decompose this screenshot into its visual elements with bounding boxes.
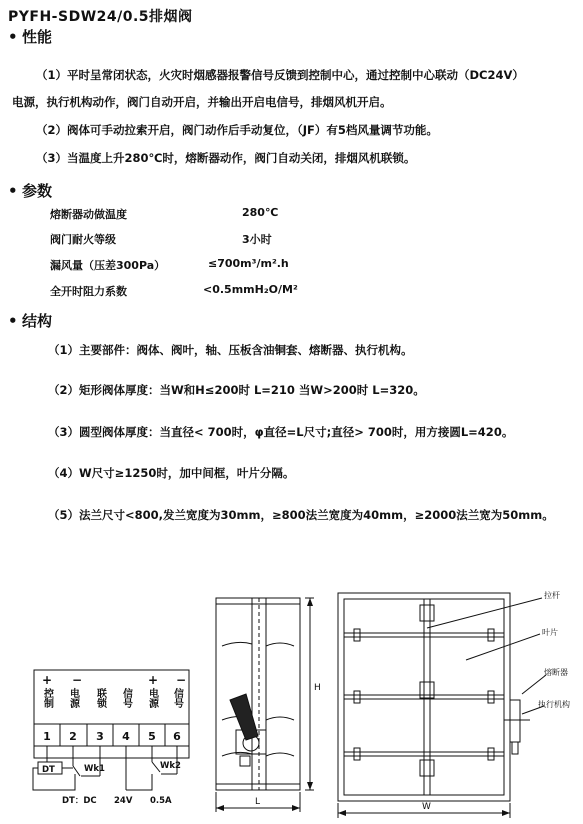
wk1-label: Wk1 [84,764,105,774]
blade-curve [266,717,294,720]
callout-label: 叶片 [542,628,558,637]
sign-plus: + [148,673,159,687]
section-heading-text: 结构 [22,312,53,330]
terminal-label: 电源 [67,688,79,708]
terminal-number: 1 [43,730,51,743]
structure-line-2: （2）矩形阀体厚度：当W和H≤200时 L=210 当W>200时 L=320。 [48,383,425,397]
terminal-number: 6 [173,730,181,743]
dim-label-l: L [255,797,261,807]
param-label: 阀门耐火等级 [50,233,116,246]
rod-clip [420,760,434,776]
blade-bracket [488,748,494,760]
terminal-number: 3 [96,730,104,743]
front-view-drawing [338,593,546,818]
actuator-mechanism [510,700,520,742]
callout-label: 执行机构 [538,700,570,709]
rod-clip [420,605,434,621]
structure-line-3: （3）圆型阀体厚度：当直径< 700时，φ直径=L尺寸;直径> 700时，用方接圆L=420。 [48,425,514,439]
terminal-labels [42,687,184,709]
dimension-arrowheads [216,598,510,816]
param-value: 280℃ [242,206,279,219]
terminal-numbers [43,730,181,743]
param-value: 3小时 [242,233,272,246]
terminal-label: 信号 [120,688,132,708]
dim-label-w: W [422,802,431,812]
terminal-label: 信号 [171,688,183,708]
dim-label-h: H [314,683,321,693]
section-heading-text: 参数 [22,182,53,200]
terminal-number: 2 [69,730,77,743]
blade-bracket [354,629,360,641]
structure-line-1: （1）主要部件：阀体、阀叶，轴、压板含油铜套、熔断器、执行机构。 [48,343,413,357]
section-heading-text: 性能 [22,28,53,46]
rod-clip [420,682,434,698]
blade-curve [266,753,294,756]
fuse-holder [512,742,518,754]
param-label: 全开时阻力系数 [50,285,127,298]
blade-curve [266,643,294,646]
switch-wk1 [73,766,80,776]
param-value: ≤700m³/m².h [208,257,289,270]
performance-line-3: （2）阀体可手动拉索开启，阀门动作后手动复位，（JF）有5档风量调节功能。 [36,123,438,137]
callout-leader [466,634,540,660]
power-type-label: DT：DC [62,796,97,806]
callout-leader [427,598,542,628]
bullet-icon: • [8,312,18,330]
terminal-label: 电源 [146,688,158,708]
performance-line-4: （3）当温度上升280℃时，熔断器动作，阀门自动关闭，排烟风机联锁。 [36,151,416,165]
param-value: <0.5mmH₂O/M² [203,283,298,296]
wk2-label: Wk2 [160,761,181,771]
actuator-lock [240,756,250,766]
structure-line-5: （5）法兰尺寸<800,发兰宽度为30mm，≥800法兰宽度为40mm，≥2000法兰宽为50mm。 [48,508,554,522]
current-label: 0.5A [150,796,172,806]
side-view-drawing [216,598,314,812]
bullet-icon: • [8,28,18,46]
blade-bracket [488,691,494,703]
blade-bracket [354,691,360,703]
structure-line-4: （4）W尺寸≥1250时，加中间框，叶片分隔。 [48,466,295,480]
page-title: PYFH-SDW24/0.5排烟阀 [8,9,193,25]
terminal-number: 4 [122,730,130,743]
valve-body-side [216,598,300,790]
terminal-number: 5 [148,730,156,743]
wire [126,774,152,790]
dt-label: DT [42,765,55,775]
bullet-icon: • [8,182,18,200]
callout-label: 熔断器 [544,668,568,677]
terminal-block-frame [34,670,189,758]
callout-leader [522,675,546,694]
terminal-label: 控制 [41,688,53,708]
blade-curve [222,642,252,646]
switch-wk2 [152,762,160,772]
sign-minus: − [72,673,83,687]
blade-bracket [354,748,360,760]
param-label: 漏风量（压差300Pa） [50,259,166,272]
param-label: 熔断器动做温度 [50,208,127,221]
sign-minus: − [176,673,187,687]
terminal-label: 联锁 [94,688,106,708]
blade-bracket [488,629,494,641]
voltage-label: 24V [114,796,133,806]
performance-line-2: 电源，执行机构动作，阀门自动开启，并输出开启电信号，排烟风机开启。 [12,95,392,109]
callout-label: 拉杆 [544,591,560,600]
wiring-diagram [33,670,189,790]
sign-plus: + [42,673,53,687]
performance-line-1: （1）平时呈常闭状态，火灾时烟感器报警信号反馈到控制中心，通过控制中心联动（DC24V） [36,68,524,82]
